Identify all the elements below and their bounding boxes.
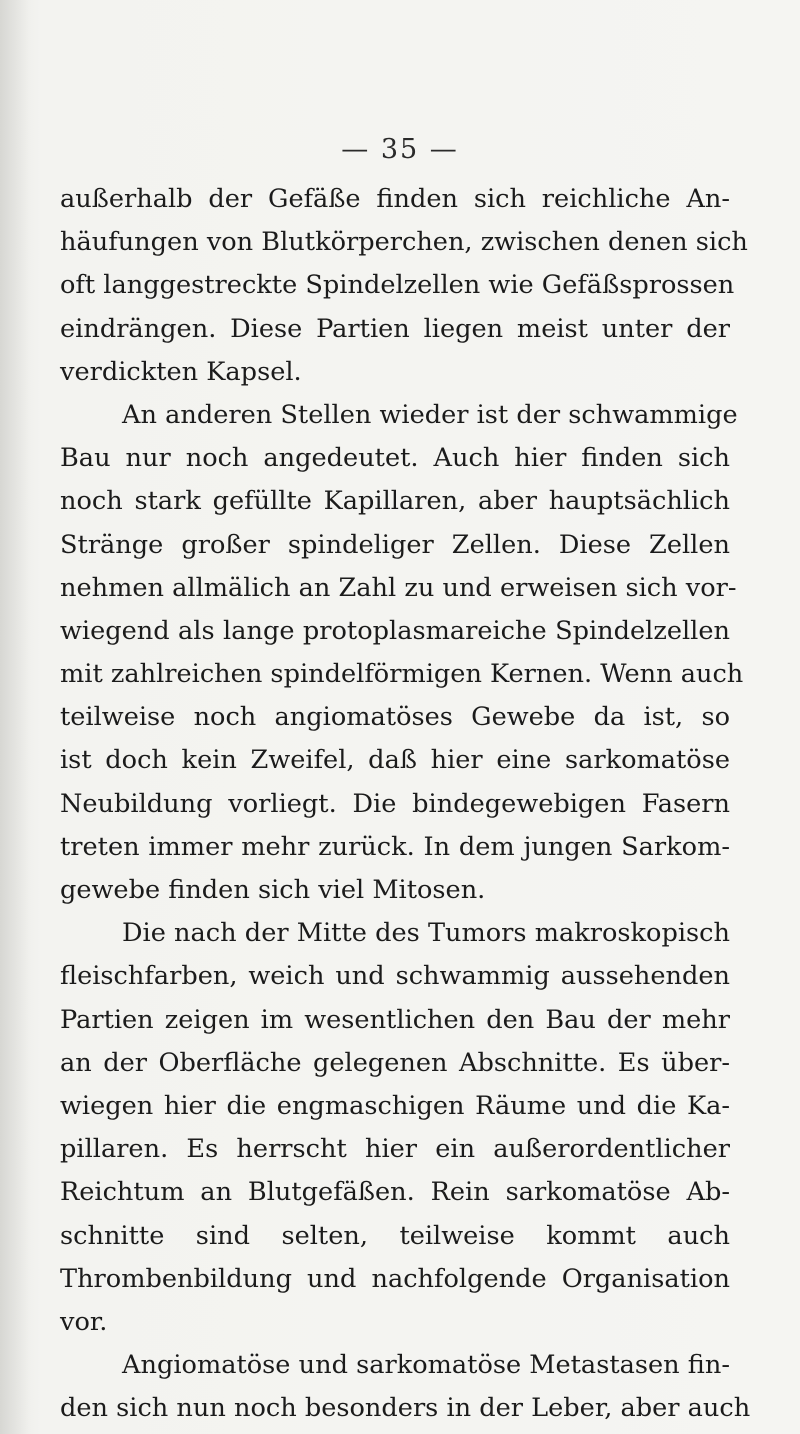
text-line: teilweise noch angiomatöses Gewebe da ist, so <box>60 702 730 733</box>
text-line: Reichtum an Blutgefäßen. Rein sarkomatöse Ab- <box>60 1177 730 1208</box>
paragraph-first-line: Angiomatöse und sarkomatöse Metastasen fin- <box>122 1350 730 1381</box>
text-line: den sich nun noch besonders in der Leber, aber auch <box>60 1393 751 1424</box>
text-line: häufungen von Blutkörperchen, zwischen denen sich <box>60 227 748 258</box>
text-line: verdickten Kapsel. <box>60 356 302 387</box>
text-line: vor. <box>60 1306 108 1337</box>
text-line: eindrängen. Diese Partien liegen meist unter der <box>60 313 730 344</box>
text-line: schnitte sind selten, teilweise kommt auch <box>60 1220 730 1251</box>
text-line: pillaren. Es herrscht hier ein außerordentlicher <box>60 1134 730 1165</box>
binding-shadow <box>0 0 30 1434</box>
text-line: wiegend als lange protoplasmareiche Spindelzellen <box>60 615 730 646</box>
text-line: fleischfarben, weich und schwammig aussehenden <box>60 961 730 992</box>
page-number: — 35 — <box>341 134 459 165</box>
text-line: treten immer mehr zurück. In dem jungen Sarkom- <box>60 831 730 862</box>
paragraph-first-line: An anderen Stellen wieder ist der schwammige <box>122 399 738 430</box>
text-line: Stränge großer spindeliger Zellen. Diese Zellen <box>60 529 730 560</box>
text-line: wiegen hier die engmaschigen Räume und die Ka- <box>60 1090 730 1121</box>
text-line: an der Oberfläche gelegenen Abschnitte. Es über- <box>60 1047 730 1078</box>
text-line: nehmen allmälich an Zahl zu und erweisen sich vor- <box>60 572 737 603</box>
text-line: ist doch kein Zweifel, daß hier eine sarkomatöse <box>60 745 730 776</box>
paragraph-first-line: Die nach der Mitte des Tumors makroskopisch <box>122 918 730 949</box>
text-line: außerhalb der Gefäße finden sich reichliche An- <box>60 184 730 214</box>
text-line: oft langgestreckte Spindelzellen wie Gefäßsprossen <box>60 270 735 301</box>
body-text <box>60 178 751 1430</box>
text-line: Thrombenbildung und nachfolgende Organisation <box>60 1263 730 1294</box>
text-line: Partien zeigen im wesentlichen den Bau der mehr <box>60 1004 730 1035</box>
text-line: Neubildung vorliegt. Die bindegewebigen Fasern <box>60 788 730 819</box>
text-line: mit zahlreichen spindelförmigen Kernen. Wenn auch <box>60 659 744 690</box>
text-line: noch stark gefüllte Kapillaren, aber hauptsächlich <box>60 486 730 517</box>
text-line: gewebe finden sich viel Mitosen. <box>60 875 486 905</box>
text-line: Bau nur noch angedeutet. Auch hier finden sich <box>60 443 730 474</box>
